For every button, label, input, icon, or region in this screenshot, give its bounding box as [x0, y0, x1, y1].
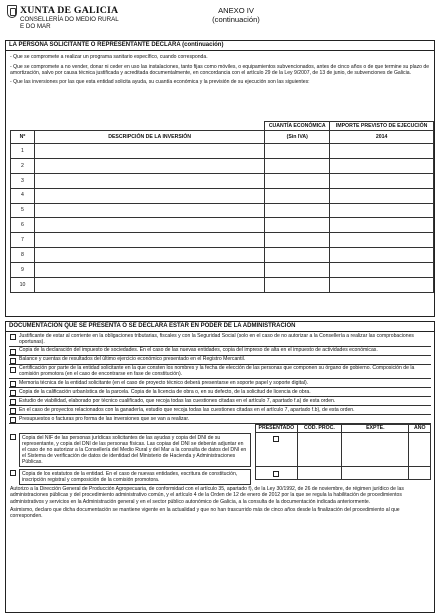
cuantia-cell[interactable]	[265, 248, 330, 263]
investment-row	[11, 203, 434, 218]
cuantia-cell[interactable]	[265, 278, 330, 293]
number-header: Nº	[11, 131, 35, 144]
description-cell[interactable]	[34, 188, 264, 203]
doc-checkbox[interactable]	[10, 417, 16, 423]
doc-item	[9, 406, 431, 415]
presented-docs-table	[255, 424, 431, 480]
importe-cell[interactable]	[330, 248, 434, 263]
investment-row	[11, 233, 434, 248]
cod-proc-header: CÓD. PROC.	[297, 425, 341, 433]
investment-table	[10, 121, 434, 293]
declaration-item: - Que se compromete a realizar un programa sanitario específico, cuando corresponda.	[10, 54, 208, 61]
cod-proc-cell[interactable]	[297, 433, 341, 467]
org-name: XUNTA DE GALICIA	[20, 5, 119, 16]
cod-proc-cell[interactable]	[297, 467, 341, 480]
doc-checkbox[interactable]	[10, 381, 16, 387]
importe-cell[interactable]	[330, 173, 434, 188]
declaration-item: - Que se compromete a no vender, donar ni ceder en uso las instalaciones, tanto fijas como móviles, o equipamientos subvencionados, antes de cinco años o de que termine su plazo de amortización, salvo por causa técnica justificada y acreditada documentalmente, en concordancia con el artículo 29 de la Ley 9/2007, de 13 de junio, de subvenciones de Galicia.	[10, 63, 430, 76]
presentado-checkbox[interactable]	[273, 471, 279, 477]
row-number: 6	[11, 218, 35, 233]
declaration-title: LA PERSONA SOLICITANTE O REPRESENTANTE DECLARA (continuación)	[6, 41, 434, 51]
investment-row	[11, 173, 434, 188]
presentado-checkbox[interactable]	[273, 436, 279, 442]
expte-header: EXPTE.	[342, 425, 409, 433]
doc-item-text: Copia de la calificación urbanística de la parcela. Copia de la licencia de obra o, en su defecto, de la solicitud de licencia de obra.	[19, 388, 311, 395]
presentado-header: PRESENTADO	[256, 425, 298, 433]
row-number: 4	[11, 188, 35, 203]
investment-row	[11, 248, 434, 263]
row-number: 5	[11, 203, 35, 218]
importe-cell[interactable]	[330, 263, 434, 278]
doc-checkbox[interactable]	[10, 334, 16, 340]
doc-item-text: Copia de la declaración del impuesto de sociedades. En el caso de las nuevas entidades, copia del impreso de alta en el impuesto de actividades económicas.	[19, 347, 378, 354]
doc-item-text: Memoria técnica de la entidad solicitante (en el caso de proyecto técnico deberá presentarse en soporte papel y soporte digital).	[19, 379, 309, 386]
xunta-logo	[6, 4, 136, 42]
declaration-section	[5, 40, 435, 317]
doc-item	[9, 356, 431, 365]
cuantia-header: CUANTÍA ECONÓMICA	[265, 122, 330, 131]
doc-item	[9, 397, 431, 406]
authorization-text: Autorizo a la Dirección General de Producción Agropecuaria, de conformidad con el artículo 35, apartado f), de la Ley 30/1992, de 26 de noviembre, de régimen jurídico de las administraciones públicas y del procedimiento administrativo común, y el artículo 4 de la Orden de 12 de enero de 2012 por la que se regula la habilitación de procedimientos administrativos y servicios en la Administración general y en el sector público autonómico de Galicia, a la consulta de la documentación indicada anteriormente.	[10, 486, 404, 505]
investment-row	[11, 144, 434, 159]
doc-item-text: En el caso de proyectos relacionados con la ganadería, estudio que recoja todas las cuestiones citadas en el artículo 7, apartado f.b), de esta orden.	[19, 406, 355, 413]
expte-cell[interactable]	[342, 467, 409, 480]
importe-cell[interactable]	[330, 203, 434, 218]
description-cell[interactable]	[34, 263, 264, 278]
cuantia-cell[interactable]	[265, 233, 330, 248]
description-cell[interactable]	[34, 233, 264, 248]
doc-checkbox[interactable]	[10, 434, 16, 440]
investment-row	[11, 263, 434, 278]
doc-checkbox[interactable]	[10, 399, 16, 405]
department-line-2: E DO MAR	[20, 23, 51, 31]
doc-item	[9, 415, 431, 424]
doc-item-text: Copia del NIF de las personas jurídicas solicitantes de las ayudas y copia del DNI de su representante, y copia del DNI de las personas físicas. Las copias del DNI se deberán adjuntar en el caso de no autorizar a la Consellería del Medio Rural y del Mar a la consulta de datos del DNI en el Sistema de verificación de datos de identidad del Ministerio de Hacienda y Administraciones Públicas.	[19, 433, 251, 467]
description-cell[interactable]	[34, 218, 264, 233]
importe-cell[interactable]	[330, 144, 434, 159]
doc-item	[9, 432, 251, 468]
crest-icon	[7, 5, 17, 18]
investment-row	[11, 158, 434, 173]
row-number: 7	[11, 233, 35, 248]
description-header: DESCRIPCIÓN DE LA INVERSIÓN	[34, 131, 264, 144]
importe-cell[interactable]	[330, 218, 434, 233]
investment-row	[11, 218, 434, 233]
declaration-item: - Que las inversiones por las que esta entidad solicita ayuda, su cuantía económica y la previsión de su ejecución son las siguientes:	[10, 78, 310, 85]
doc-item-text: Certificación por parte de la entidad solicitante en la que consten los nombres y la fecha de elección de las personas que componen su órgano de gobierno. Composición de la comisión promotora (en el caso de encontrarse en fase de constitución).	[19, 365, 415, 378]
row-number: 1	[11, 144, 35, 159]
doc-item	[9, 347, 431, 356]
doc-item	[9, 332, 431, 346]
description-cell[interactable]	[34, 248, 264, 263]
doc-checkbox[interactable]	[10, 358, 16, 364]
year-header: 2014	[330, 131, 434, 144]
doc-item	[9, 365, 431, 379]
doc-item-text: Copia de los estatutos de la entidad. En el caso de nuevas entidades, escritura de constitución, inscripción registral y composición de la comisión promotora.	[19, 469, 251, 484]
doc-item-text: Presupuestos o facturas pro forma de las inversiones que se van a realizar.	[19, 415, 190, 422]
investment-row	[11, 188, 434, 203]
description-cell[interactable]	[34, 278, 264, 293]
doc-checkbox[interactable]	[10, 390, 16, 396]
doc-item-text: Estudio de viabilidad, elaborado por técnico cualificado, que recoja todas las cuestiones citadas en el artículo 7, apartado f.a) de esta orden.	[19, 397, 336, 404]
cuantia-cell[interactable]	[265, 173, 330, 188]
importe-cell[interactable]	[330, 158, 434, 173]
cuantia-cell[interactable]	[265, 158, 330, 173]
description-cell[interactable]	[34, 203, 264, 218]
annex-label: ANEXO IV	[218, 6, 254, 15]
final-declaration-text: Asimismo, declaro que dicha documentación se mantiene vigente en la actualidad y que no han trascurrido más de cinco años desde la finalización del procedimiento al que corresponden.	[10, 506, 400, 519]
presentado-cell	[256, 433, 298, 467]
row-number: 3	[11, 173, 35, 188]
cuantia-cell[interactable]	[265, 144, 330, 159]
doc-checkbox[interactable]	[10, 349, 16, 355]
presentado-cell	[256, 467, 298, 480]
doc-item-text: Justificante de estar al corriente en la obligaciones tributarias, fiscales y con la Seguridad Social (solo en el caso de no autorizar a la Consellería a realizar las comprobaciones oportunas).	[19, 332, 414, 346]
ano-cell[interactable]	[409, 467, 431, 480]
department-name	[20, 16, 145, 30]
page-header	[6, 4, 434, 42]
doc-checkbox[interactable]	[10, 408, 16, 414]
cuantia-cell[interactable]	[265, 188, 330, 203]
row-number: 9	[11, 263, 35, 278]
description-cell[interactable]	[34, 144, 264, 159]
ano-cell[interactable]	[409, 433, 431, 467]
row-number: 10	[11, 278, 35, 293]
importe-header: IMPORTE PREVISTO DE EJECUCIÓN	[330, 122, 434, 131]
cuantia-cell[interactable]	[265, 263, 330, 278]
sin-iva-header: (Sin IVA)	[265, 131, 330, 144]
doc-item	[9, 388, 431, 397]
cuantia-cell[interactable]	[265, 218, 330, 233]
annex-title	[196, 6, 276, 25]
documentation-section	[5, 321, 435, 613]
doc-item	[9, 379, 431, 388]
row-number: 8	[11, 248, 35, 263]
importe-cell[interactable]	[330, 233, 434, 248]
expte-cell[interactable]	[342, 433, 409, 467]
investment-row	[11, 278, 434, 293]
annex-subtitle: (continuación)	[212, 15, 260, 25]
importe-cell[interactable]	[330, 278, 434, 293]
doc-item-text: Balance y cuentas de resultados del último ejercicio económico presentado en el Registro Mercantil.	[19, 356, 246, 363]
doc-checkbox[interactable]	[10, 470, 16, 476]
importe-cell[interactable]	[330, 188, 434, 203]
cuantia-cell[interactable]	[265, 203, 330, 218]
department-line-1: CONSELLERÍA DO MEDIO RURAL	[20, 16, 119, 23]
presented-docs-area	[9, 424, 431, 484]
ano-header: AÑO	[409, 425, 431, 433]
doc-checkbox[interactable]	[10, 367, 16, 373]
description-cell[interactable]	[34, 158, 264, 173]
documentation-title: DOCUMENTACIÓN QUE SE PRESENTA O SE DECLARA ESTAR EN PODER DE LA ADMINISTRACIÓN	[6, 322, 434, 332]
doc-item	[9, 468, 251, 485]
row-number: 2	[11, 158, 35, 173]
description-cell[interactable]	[34, 173, 264, 188]
